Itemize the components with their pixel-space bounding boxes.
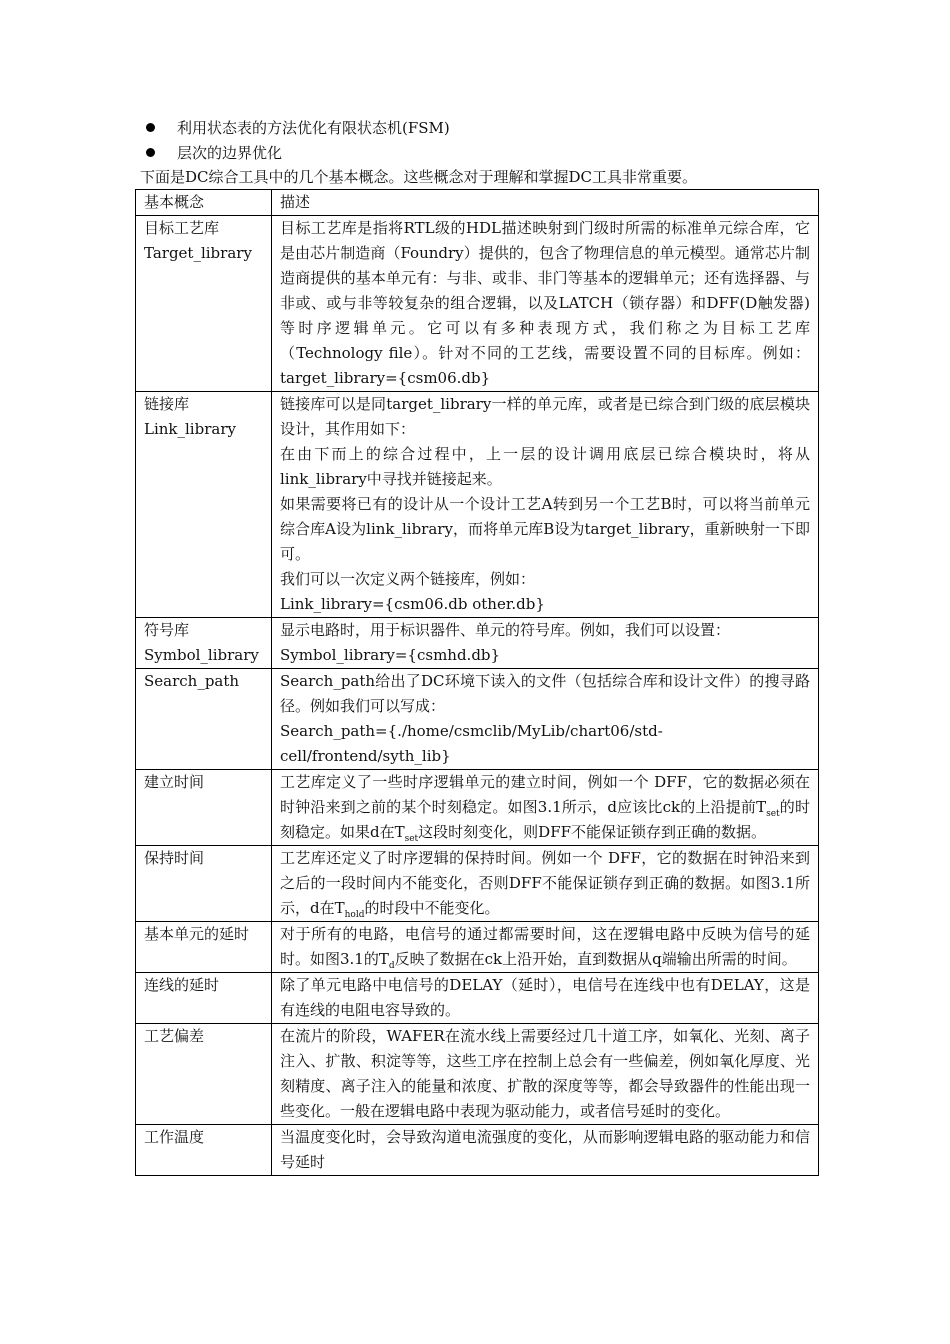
table-row <box>136 1024 819 1125</box>
term-name-en: Symbol_library <box>144 646 259 664</box>
intro-paragraph: 下面是DC综合工具中的几个基本概念。这些概念对于理解和掌握DC工具非常重要。 <box>140 168 698 186</box>
table-row <box>136 618 819 669</box>
desc-text: Link_library={csm06.db other.db} <box>280 595 545 613</box>
desc-cell <box>272 1024 819 1125</box>
desc-text: 反映了数据在ck上沿开始，直到数据从q端输出所需的时间。 <box>394 950 797 968</box>
term-cell <box>136 846 272 922</box>
term-cell <box>136 973 272 1024</box>
desc-text: Symbol_library={csmhd.db} <box>280 646 501 664</box>
term-name: 建立时间 <box>144 773 205 791</box>
table-header-row <box>136 190 819 216</box>
term-name: 工艺偏差 <box>144 1027 205 1045</box>
header-concept: 基本概念 <box>136 190 272 216</box>
subscript: set <box>766 809 780 819</box>
term-name: 工作温度 <box>144 1128 205 1146</box>
term-cell <box>136 669 272 770</box>
desc-cell <box>272 669 819 770</box>
desc-text: 对于所有的电路，电信号的通过都需要时间，这在逻辑电路中反映为信号的延时。如图3.1的T <box>280 925 810 968</box>
desc-text: 在由下而上的综合过程中，上一层的设计调用底层已综合模块时，将从link_library中寻找并链接起来。 <box>280 445 810 488</box>
table-row <box>136 216 819 392</box>
subscript: d <box>388 961 395 971</box>
term-cell <box>136 618 272 669</box>
term-name-en: Link_library <box>144 420 236 438</box>
term-cell <box>136 1125 272 1176</box>
subscript: hold <box>344 910 365 920</box>
desc-cell <box>272 973 819 1024</box>
desc-text: 显示电路时，用于标识器件、单元的符号库。例如，我们可以设置： <box>280 621 731 639</box>
desc-cell <box>272 216 819 392</box>
desc-cell <box>272 618 819 669</box>
desc-text: 除了单元电路中电信号的DELAY（延时），电信号在连线中也有DELAY，这是有连线的电阻电容导致的。 <box>280 976 810 1019</box>
table-row <box>136 669 819 770</box>
concepts-table <box>135 189 819 1176</box>
term-name-en: Target_library <box>144 244 252 262</box>
desc-text: 工艺库还定义了时序逻辑的保持时间。例如一个 DFF，它的数据在时钟沿来到之后的一段时间内不能变化，否则DFF不能保证锁存到正确的数据。如图3.1所示，d在T <box>280 849 810 917</box>
header-description: 描述 <box>272 190 819 216</box>
desc-cell <box>272 392 819 618</box>
term-name: 符号库 <box>144 621 190 639</box>
desc-cell <box>272 922 819 973</box>
bullet-item <box>140 115 450 140</box>
desc-text: Search_path给出了DC环境下读入的文件（包括综合库和设计文件）的搜寻路径。例如我们可以写成： <box>280 672 810 715</box>
desc-text: 的时刻稳定。如果d在T <box>280 798 810 841</box>
bullet-list <box>140 115 450 165</box>
bullet-dot-icon <box>146 148 155 157</box>
term-name: Search_path <box>144 672 240 690</box>
desc-cell <box>272 770 819 846</box>
table-row <box>136 973 819 1024</box>
table-row <box>136 922 819 973</box>
desc-text: Search_path={./home/csmclib/MyLib/chart06/std-cell/frontend/syth_lib} <box>280 722 663 765</box>
term-name: 链接库 <box>144 395 190 413</box>
term-name: 目标工艺库 <box>144 219 220 237</box>
desc-text: 如果需要将已有的设计从一个设计工艺A转到另一个工艺B时，可以将当前单元综合库A设为link_library，而将单元库B设为target_library，重新映射一下即可。 <box>280 495 810 563</box>
desc-text: 工艺库定义了一些时序逻辑单元的建立时间，例如一个 DFF，它的数据必须在时钟沿来到之前的某个时刻稳定。如图3.1所示，d应该比ck的上沿提前T <box>280 773 810 816</box>
table-row <box>136 846 819 922</box>
term-cell <box>136 392 272 618</box>
desc-text: 当温度变化时，会导致沟道电流强度的变化，从而影响逻辑电路的驱动能力和信号延时 <box>280 1128 810 1171</box>
bullet-text: 利用状态表的方法优化有限状态机(FSM) <box>177 119 450 137</box>
table-row <box>136 392 819 618</box>
term-name: 基本单元的延时 <box>144 925 250 943</box>
table-row <box>136 770 819 846</box>
term-cell <box>136 216 272 392</box>
desc-text: 我们可以一次定义两个链接库，例如： <box>280 570 536 588</box>
subscript: set <box>404 834 419 844</box>
table-row <box>136 1125 819 1176</box>
desc-cell <box>272 846 819 922</box>
term-cell <box>136 922 272 973</box>
term-name: 连线的延时 <box>144 976 220 994</box>
desc-text: 链接库可以是同target_library一样的单元库，或者是已综合到门级的底层模块设计，其作用如下： <box>280 395 810 438</box>
bullet-item <box>140 140 450 165</box>
term-cell <box>136 1024 272 1125</box>
desc-text: 的时段中不能变化。 <box>364 899 500 917</box>
term-name: 保持时间 <box>144 849 205 867</box>
bullet-dot-icon <box>146 123 155 132</box>
term-cell <box>136 770 272 846</box>
bullet-text: 层次的边界优化 <box>177 144 283 162</box>
desc-text: 这段时刻变化，则DFF不能保证锁存到正确的数据。 <box>418 823 767 841</box>
desc-cell <box>272 1125 819 1176</box>
desc-text: 在流片的阶段，WAFER在流水线上需要经过几十道工序，如氧化、光刻、离子注入、扩散、积淀等等，这些工序在控制上总会有一些偏差，例如氧化厚度、光刻精度、离子注入的能量和浓度、扩散的深度等等，都会导致器件的性能出现一些变化。一般在逻辑电路中表现为驱动能力，或者信号延时的变化。 <box>280 1027 810 1120</box>
desc-text: 目标工艺库是指将RTL级的HDL描述映射到门级时所需的标准单元综合库，它是由芯片制造商（Foundry）提供的，包含了物理信息的单元模型。通常芯片制造商提供的基本单元有：与非、或非、非门等基本的逻辑单元；还有选择器、与非或、或与非等较复杂的组合逻辑，以及LATCH（锁存器）和DFF(D触发器)等时序逻辑单元。它可以有多种表现方式，我们称之为目标工艺库（Technology file）。针对不同的工艺线，需要设置不同的目标库。例如：target_library={csm06.db} <box>280 219 810 387</box>
